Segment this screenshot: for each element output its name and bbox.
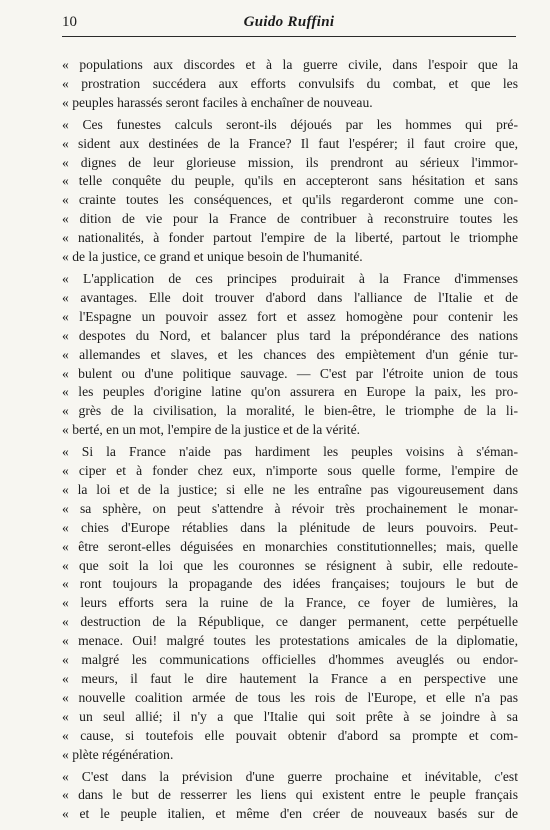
text-line: « menace. Oui! malgré toutes les protestations amicales de la diplomatie, [62,633,518,649]
text-line: « avantages. Elle doit trouver d'abord dans l'alliance de l'Italie et de [62,289,518,305]
text-line: « et le peuple italien, et même d'en créer de nouveaux basés sur de [62,806,518,822]
text-line: « que soit la loi que les couronnes se résignent à subir, elle redoute- [62,557,518,573]
text-line: « cause, si toutefois elle pouvait obtenir d'abord sa prompte et com- [62,727,518,743]
text-line: « ront toujours la propagande des idées françaises; toujours le but de [62,576,518,592]
text-line: « populations aux discordes et à la guerre civile, dans l'espoir que la [62,57,518,72]
text-line: « chies d'Europe rétablies dans la plénitude de leurs pouvoirs. Peut- [62,519,518,535]
text-line: « les peuples d'origine latine qu'on assurera en Europe la paix, les pro- [62,384,518,400]
body-text [62,56,518,824]
text-line: « allemandes et slaves, et les chances des empiètement d'un génie tur- [62,346,518,362]
text-line: « ciper et à fonder chez eux, n'importe sous quelle forme, l'empire de [62,463,518,479]
running-title: Guido Ruffini [243,14,335,30]
text-line: « un seul allié; il n'y a que l'Italie qui soit prête à se joindre à sa [62,708,518,724]
text-line: « prostration succédera aux efforts convulsifs du combat, et que les [62,75,518,91]
text-line: « destruction de la République, ce danger permanent, cette perpétuelle [62,614,518,630]
text-line: « grès de la civilisation, la moralité, le bien-être, le triomphe de la li- [62,403,518,419]
text-line: « dans le but de resserrer les liens qui existent entre le peuple français [62,787,518,803]
text-line: « Ces funestes calculs seront-ils déjoués par les hommes qui pré- [62,116,518,132]
text-line: « L'application de ces principes produirait à la France d'immenses [62,270,518,286]
text-line: « crainte toutes les conséquences, et qu'ils regarderont comme une con- [62,192,518,208]
text-line: « C'est dans la prévision d'une guerre prochaine et inévitable, c'est [62,768,518,784]
page-number: 10 [62,14,77,30]
text-line: « plète régénération. [62,746,174,762]
text-line: « malgré les communications officielles d'hommes aveuglés ou endor- [62,652,518,668]
running-header [62,14,516,37]
text-line: « être seront-elles déguisées en monarchies constitutionnelles; mais, quelle [62,538,518,554]
text-line: « dignes de leur glorieuse mission, ils prendront au sérieux l'immor- [62,154,518,170]
text-line: « telle conquête du peuple, qu'ils en accepteront sans hésitation et sans [62,173,518,189]
text-line: « la loi et de la justice; si elle ne les entraîne pas vigoureusement dans [62,481,518,497]
text-line: « nationalités, à fonder partout l'empire de la liberté, partout le triomphe [62,230,518,246]
text-line: « peuples harassés seront faciles à enchaîner de nouveau. [62,94,373,110]
text-line: « nouvelle coalition armée de tous les rois de l'Europe, et elle n'a pas [62,689,518,705]
text-line: « bulent ou d'une politique sauvage. — C'est par l'étroite union de tous [62,365,518,381]
text-line: « meurs, il faut le dire hautement la France a en perspective une [62,671,518,686]
text-line: « Si la France n'aide pas hardiment les peuples voisins à s'éman- [62,444,518,460]
text-line: « sa sphère, on peut s'attendre à révoir très prochainement le monar- [62,500,518,516]
text-line: « l'Espagne un pouvoir assez fort et assez homogène pour contenir les [62,308,518,324]
text-line: « de la justice, ce grand et unique besoin de l'humanité. [62,249,363,265]
text-line: « sident aux destinées de la France? Il faut l'espérer; il faut croire que, [62,135,518,151]
text-line: « dition de vie pour la France de contribuer à reconstruire toutes les [62,211,518,227]
text-line: « berté, en un mot, l'empire de la justice et de la vérité. [62,422,361,438]
text-line: « leurs efforts sera la ruine de la France, ce foyer de lumières, la [62,595,518,611]
text-line: « despotes du Nord, et balancer plus tard la prépondérance des nations [62,327,518,343]
